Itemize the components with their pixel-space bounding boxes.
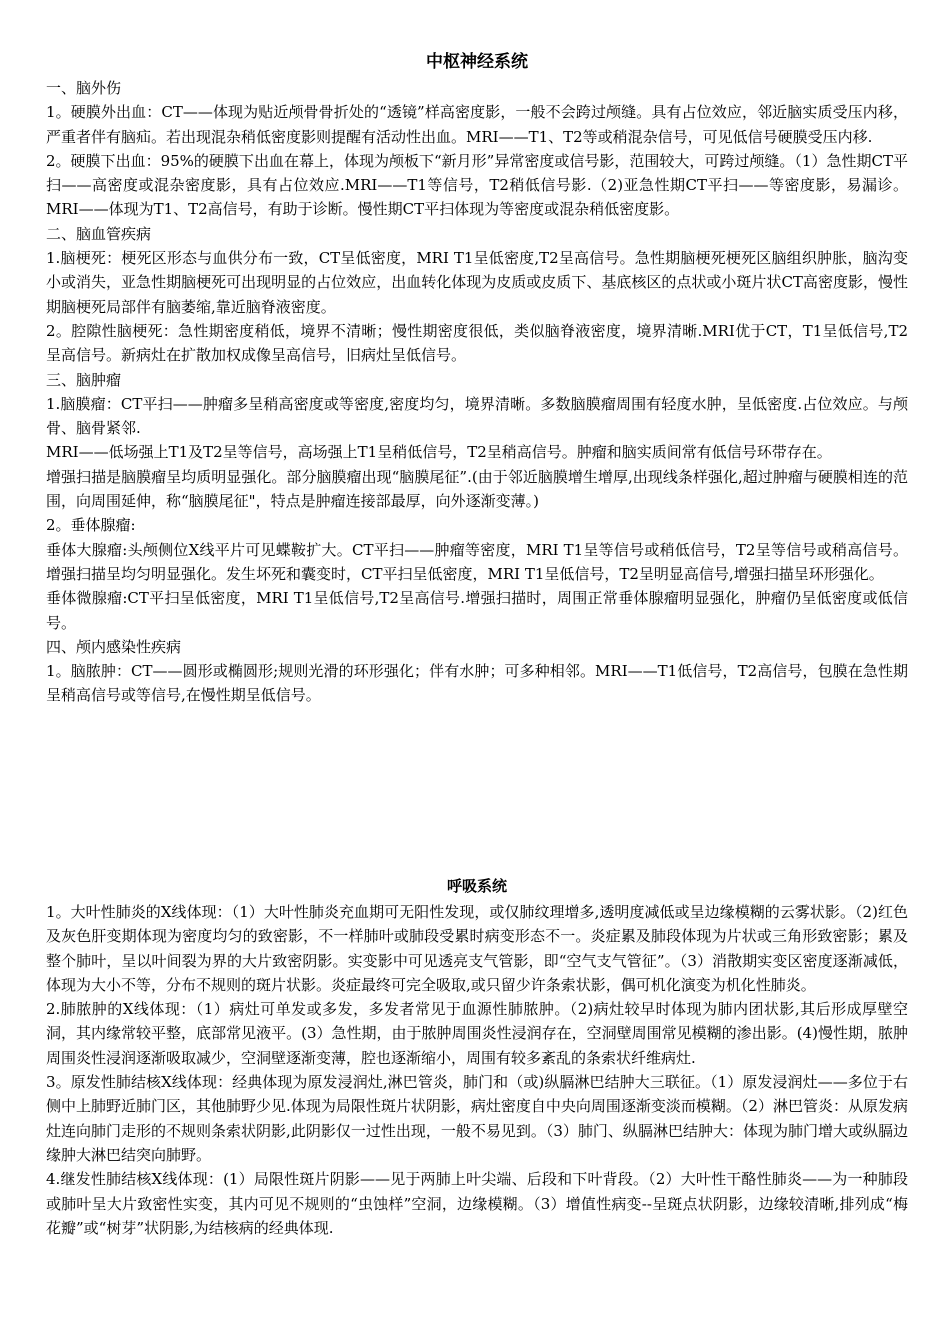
cns-abscess: 1。脑脓肿：CT——圆形或椭圆形;规则光滑的环形强化；伴有水肿；可多种相邻。MRI——T1低信号，T2高信号，包膜在急性期呈稍高信号或等信号,在慢性期呈低信号。: [46, 662, 908, 705]
resp-title: 呼吸系统: [446, 877, 507, 895]
cns-subdural: 2。硬膜下出血：95%的硬膜下出血在幕上，体现为颅板下“新月形”异常密度或信号影，范围较大，可跨过颅缝。（1）急性期CT平扫——高密度或混杂密度影，具有占位效应.MRI——T1等信号，T2稍低信号影.（2)亚急性期CT平扫——等密度影，易漏诊。MRI——体现为T1、T2高信号，有助于诊断。慢性期CT平扫体现为等密度或混杂稍低密度影。: [46, 151, 908, 219]
resp-section: [46, 872, 908, 1240]
cns-title: 中枢神经系统: [426, 52, 528, 72]
resp-secondary-tb: 4.继发性肺结核X线体现：(1）局限性斑片阴影——见于两肺上叶尖端、后段和下叶背段。（2）大叶性干酪性肺炎——为一种肺段或肺叶呈大片致密性实变，其内可见不规则的“虫蚀样”空洞，边缘模糊。（3）增值性病变--呈斑点状阴影，边缘较清晰,排列成“梅花瓣”或“树芽”状阴影,为结核病的经典体现.: [46, 1170, 908, 1237]
cns-meningioma-mri: MRI——低场强上T1及T2呈等信号，高场强上T1呈稍低信号，T2呈稍高信号。肿瘤和脑实质间常有低信号环带存在。: [46, 443, 832, 462]
cns-infarction: 1.脑梗死：梗死区形态与血供分布一致，CT呈低密度，MRI T1呈低密度,T2呈高信号。急性期脑梗死梗死区脑组织肿胀，脑沟变小或消失，亚急性期脑梗死可出现明显的占位效应，出血转化体现为皮质或皮质下、基底核区的点状或小斑片状CT高密度影，慢性期脑梗死局部伴有脑萎缩,靠近脑脊液密度。: [46, 249, 908, 316]
cns-section: [46, 48, 908, 708]
cns-epidural: 1。硬膜外出血：CT——体现为贴近颅骨骨折处的“透镜”样高密度影，一般不会跨过颅缝。具有占位效应，邻近脑实质受压内移，严重者伴有脑疝。若出现混杂稍低密度影则提醒有活动性出血。MRI——T1、T2等或稍混杂信号，可见低信号硬膜受压内移.: [46, 103, 908, 146]
cns-heading-trauma: 一、脑外伤: [46, 79, 122, 97]
resp-lobar-pneumonia: 1。大叶性肺炎的X线体现：（1）大叶性肺炎充血期可无阳性发现，或仅肺纹理增多,透明度减低或呈边缘模糊的云雾状影。（2)红色及灰色肝变期体现为密度均匀的致密影，不一样肺叶或肺段受累时病变形态不一。炎症累及肺段体现为片状或三角形致密影；累及整个肺叶，呈以叶间裂为界的大片致密阴影。实变影中可见透亮支气管影，即“空气支气管征”。（3）消散期实变区密度逐渐减低，体现为大小不等，分布不规则的斑片状影。炎症最终可完全吸取,或只留少许条索状影，偶可机化演变为机化性肺炎。: [46, 903, 908, 994]
cns-macroadenoma: 垂体大腺瘤:头颅侧位X线平片可见蝶鞍扩大。CT平扫——肿瘤等密度，MRI T1呈等信号或稍低信号，T2呈等信号或稍高信号。增强扫描呈均匀明显强化。发生坏死和囊变时，CT平扫呈低密度，MRI T1呈低信号，T2呈明显高信号,增强扫描呈环形强化。: [46, 540, 908, 583]
cns-heading-infection: 四、颅内感染性疾病: [46, 637, 182, 656]
resp-primary-tb: 3。原发性肺结核X线体现：经典体现为原发浸润灶,淋巴管炎，肺门和（或)纵膈淋巴结肿大三联征。（1）原发浸润灶——多位于右侧中上肺野近肺门区，其他肺野少见.体现为局限性斑片状阴影，病灶密度自中央向周围逐渐变淡而模糊。（2）淋巴管炎：从原发病灶连向肺门走形的不规则条索状阴影,此阴影仅一过性出现，一般不易见到。（3）肺门、纵膈淋巴结肿大：体现为肺门增大或纵膈边缘肿大淋巴结突向肺野。: [46, 1073, 908, 1164]
cns-heading-vascular: 二、脑血管疾病: [46, 224, 152, 243]
cns-meningioma-enhance: 增强扫描是脑膜瘤呈均质明显强化。部分脑膜瘤出现“脑膜尾征”.(由于邻近脑膜增生增厚,出现线条样强化,超过肿瘤与硬膜相连的范围，向周围延伸，称“脑膜尾征"，特点是肿瘤连接部最厚，向外逐渐变薄。): [46, 467, 908, 511]
cns-pituitary-heading: 2。垂体腺瘤:: [46, 516, 136, 535]
cns-lacunar: 2。腔隙性脑梗死：急性期密度稍低，境界不清晰；慢性期密度很低，类似脑脊液密度，境界清晰.MRI优于CT，T1呈低信号,T2呈高信号。新病灶在扩散加权成像呈高信号，旧病灶呈低信号。: [46, 321, 908, 365]
cns-microadenoma: 垂体微腺瘤:CT平扫呈低密度，MRI T1呈低信号,T2呈高信号.增强扫描时，周围正常垂体腺瘤明显强化，肿瘤仍呈低密度或低信号。: [46, 589, 908, 632]
cns-meningioma-ct: 1.脑膜瘤：CT平扫——肿瘤多呈稍高密度或等密度,密度均匀，境界清晰。多数脑膜瘤周围有轻度水肿，呈低密度.占位效应。与颅骨、脑骨紧邻.: [46, 394, 908, 438]
cns-heading-tumor: 三、脑肿瘤: [46, 370, 122, 389]
resp-lung-abscess: 2.肺脓肿的X线体现：（1）病灶可单发或多发，多发者常见于血源性肺脓肿。（2)病灶较早时体现为肺内团状影,其后形成厚壁空洞，其内缘常较平整，底部常见液平。(3）急性期，由于脓肿周围炎性浸润存在，空洞壁周围常见模糊的渗出影。(4)慢性期，脓肿周围炎性浸润逐渐吸取减少，空洞壁逐渐变薄，腔也逐渐缩小，周围有较多紊乱的条索状纤维病灶.: [46, 1000, 908, 1067]
